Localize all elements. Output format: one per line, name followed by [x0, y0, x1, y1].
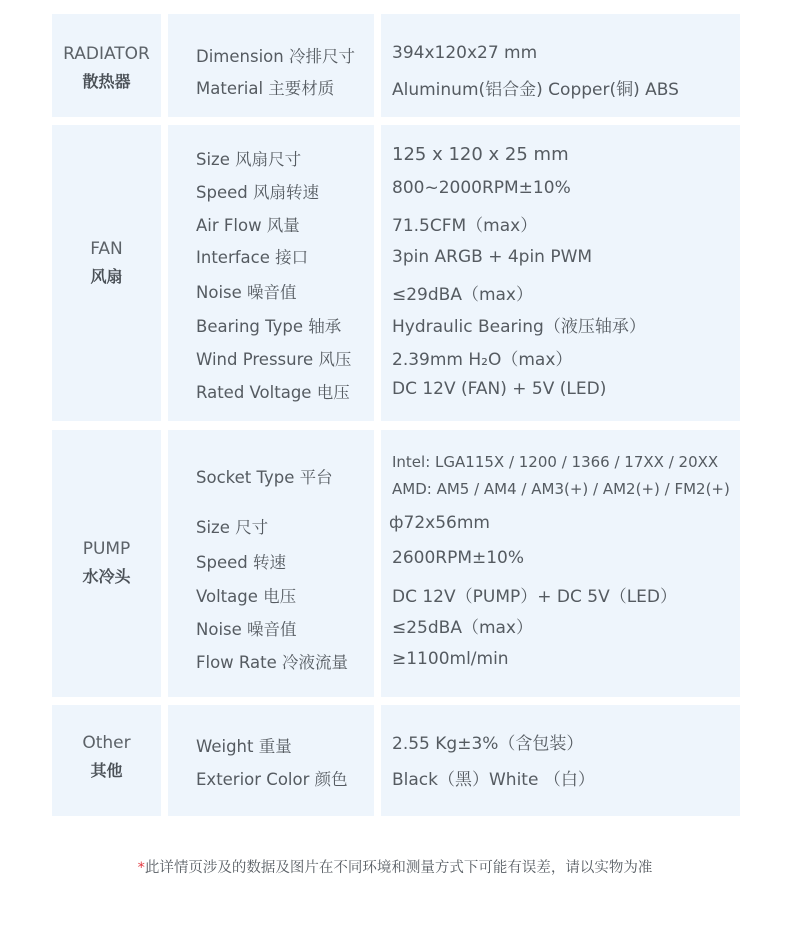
spec-label: Flow Rate 冷液流量 — [196, 653, 348, 672]
spec-value: ≤29dBA（max） — [392, 285, 533, 305]
radiator-category — [52, 40, 161, 96]
other-category — [52, 729, 161, 785]
spec-value: Intel: LGA115X / 1200 / 1366 / 17XX / 20XX — [392, 453, 719, 471]
spec-value: Aluminum(铝合金) Copper(铜) ABS — [392, 80, 679, 100]
spec-value: ф72x56mm — [389, 513, 490, 533]
spec-value: 2.39mm H₂O（max） — [392, 350, 573, 370]
category-en: PUMP — [82, 539, 131, 559]
category-en: Other — [82, 733, 131, 753]
spec-value: DC 12V（PUMP）+ DC 5V（LED） — [392, 587, 677, 607]
spec-value: ≥1100ml/min — [392, 649, 509, 669]
spec-value: 2600RPM±10% — [392, 548, 525, 568]
spec-value: 71.5CFM（max） — [392, 216, 538, 236]
disclaimer-footnote — [0, 856, 790, 877]
spec-value: 3pin ARGB + 4pin PWM — [392, 247, 593, 267]
fan-category — [52, 235, 161, 291]
spec-label: Dimension 冷排尺寸 — [196, 47, 355, 66]
spec-value: 800~2000RPM±10% — [392, 178, 571, 198]
spec-label: Speed 转速 — [196, 553, 286, 572]
spec-value: Hydraulic Bearing（液压轴承） — [392, 317, 646, 337]
radiator-value-cell — [381, 14, 740, 117]
spec-label: Exterior Color 颜色 — [196, 770, 348, 789]
spec-value: AMD: AM5 / AM4 / AM3(+) / AM2(+) / FM2(+) — [392, 480, 730, 498]
spec-label: Size 尺寸 — [196, 518, 269, 537]
spec-label: Speed 风扇转速 — [196, 183, 319, 202]
spec-value: 394x120x27 mm — [392, 43, 538, 63]
spec-label: Noise 噪音值 — [196, 620, 297, 639]
other-section — [52, 705, 740, 816]
spec-label: Rated Voltage 电压 — [196, 383, 350, 402]
spec-label: Weight 重量 — [196, 737, 292, 756]
category-en: RADIATOR — [63, 44, 150, 64]
disclaimer-text: 此详情页涉及的数据及图片在不同环境和测量方式下可能有误差，请以实物为准 — [144, 860, 653, 876]
category-zh: 其他 — [90, 761, 123, 780]
category-en: FAN — [90, 239, 123, 259]
other-value-cell — [381, 705, 740, 816]
pump-section — [52, 430, 740, 697]
fan-section — [52, 125, 740, 421]
spec-value: 2.55 Kg±3%（含包装） — [392, 734, 584, 754]
spec-label: Bearing Type 轴承 — [196, 317, 342, 336]
pump-category — [52, 535, 161, 591]
category-zh: 水冷头 — [82, 567, 131, 586]
asterisk: * — [137, 860, 145, 876]
category-zh: 散热器 — [82, 72, 131, 91]
other-label-cell — [168, 705, 374, 816]
spec-label: Interface 接口 — [196, 248, 309, 267]
fan-value-cell — [381, 125, 740, 421]
spec-label: Socket Type 平台 — [196, 468, 333, 487]
spec-label: Material 主要材质 — [196, 79, 335, 98]
spec-label: Wind Pressure 风压 — [196, 350, 352, 369]
spec-label: Noise 噪音值 — [196, 283, 297, 302]
spec-value: Black（黑）White （白） — [392, 770, 595, 790]
spec-label: Air Flow 风量 — [196, 216, 300, 235]
spec-value: 125 x 120 x 25 mm — [392, 144, 569, 165]
spec-label: Voltage 电压 — [196, 587, 297, 606]
spec-value: ≤25dBA（max） — [392, 618, 533, 638]
category-zh: 风扇 — [90, 267, 123, 286]
radiator-section — [52, 14, 740, 117]
spec-value: DC 12V (FAN) + 5V (LED) — [392, 379, 607, 399]
spec-label: Size 风扇尺寸 — [196, 150, 302, 169]
